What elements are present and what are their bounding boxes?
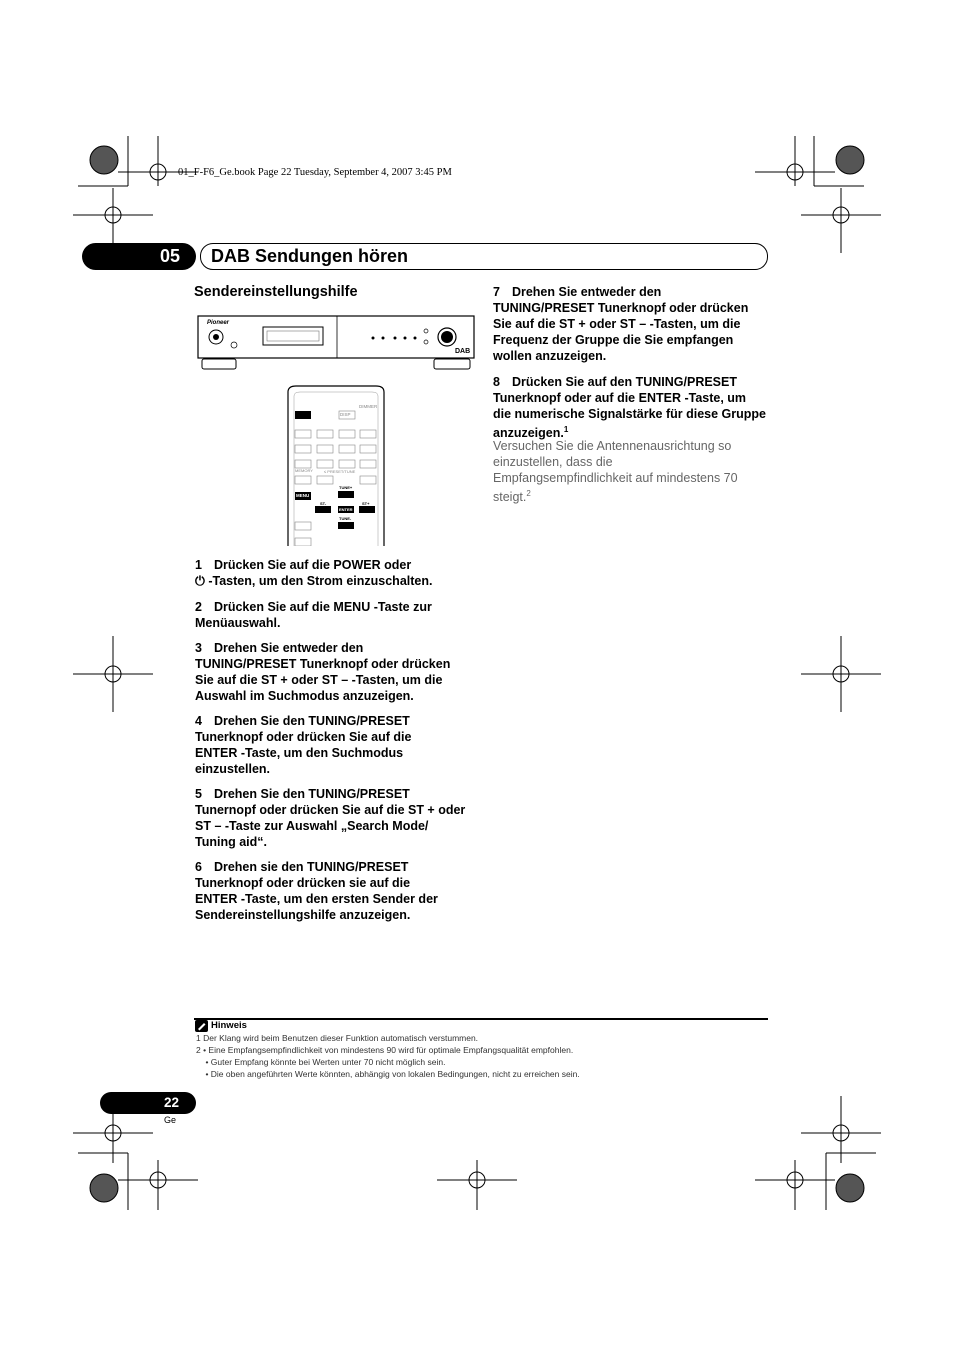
remote-disp-label: DISP [340,412,351,417]
remote-tune-up-label: TUNE+ [339,485,353,490]
chapter-number: 05 [160,246,181,266]
note-item-3: • Guter Empfang könnte bei Werten unter 70 nicht möglich sein. [196,1057,446,1067]
remote-dimmer-label: DIMMER [359,404,378,409]
step-7: 7 Drehen Sie entweder den TUNING/PRESET Tunerknopf oder drücken Sie auf die ST + oder ST – -Tasten, um die Frequenz der Gruppe die Sie empfangen wollen anzuzeigen. [493,285,749,363]
page-language: Ge [164,1115,177,1125]
note-item-4: • Die oben angeführten Werte könnten, abhängig von lokalen Bedingungen, nicht zu erreichen sein. [196,1069,580,1079]
remote-st-plus-label: ST+ [362,501,370,506]
step-8-explanation: Versuchen Sie die Antennenausrichtung so einzustellen, dass die Empfangsempfindlichkeit auf mindestens 70 steigt.$^2$ [493,439,738,505]
remote-memory-label: MEMORY [295,468,313,473]
chapter-title: DAB Sendungen hören [211,246,408,266]
step-3: 3 Drehen Sie entweder den TUNING/PRESET Tunerknopf oder drücken Sie auf die ST + oder ST – -Tasten, um die Auswahl im Suchmodus anzuzeigen. [195,641,451,703]
page-number: 22 [164,1095,180,1110]
step-5: 5 Drehen Sie den TUNING/PRESET Tunernopf oder drücken Sie auf die ST + oder ST – -Taste zur Auswahl „Search Mode/ Tuning aid“. [195,787,466,849]
remote-preset-label: ≤ PRESET/TUNE [324,469,356,474]
notes-divider [194,1018,768,1020]
section-title: Sendereinstellungshilfe [194,284,358,300]
step-2: 2 Drücken Sie auf die MENU -Taste zur Menüauswahl. [195,600,432,630]
print-slug: 01_F-F6_Ge.book Page 22 Tuesday, September 4, 2007 3:45 PM [178,167,452,178]
footnote-ref-1[interactable]: 1 [563,425,569,434]
step-1: 1 Drücken Sie auf die POWER oder ⏻ -Tasten, um den Strom einzuschalten. [195,558,433,588]
step-6: 6 Drehen sie den TUNING/PRESET Tunerknopf oder drücken sie auf die ENTER -Taste, um den ersten Sender der Sendereinstellungshilfe anzuzeigen. [195,860,438,922]
step-4: 4 Drehen Sie den TUNING/PRESET Tunerknopf oder drücken Sie auf die ENTER -Taste, um den Suchmodus einzustellen. [195,714,412,776]
dab-label: DAB [455,348,471,355]
note-icon [195,1020,208,1032]
footnote-ref-2[interactable]: 2 [526,489,531,498]
chapter-title-box [200,243,768,270]
note-item-1: 1 Der Klang wird beim Benutzen dieser Funktion automatisch verstummen. [196,1033,479,1043]
page-badge [100,1092,196,1114]
note-item-2: 2 • Eine Empfangsempfindlichkeit von mindestens 90 wird für optimale Empfangsqualität empfohlen. [196,1045,574,1055]
step-8: 8 Drücken Sie auf den TUNING/PRESET Tunerknopf oder auf die ENTER -Taste, um die numerische Signalstärke für diese Gruppe anzuzeigen.$^1$ [493,375,767,441]
tuner-front-panel-illustration [197,315,475,373]
remote-menu-label: MENU [296,493,310,498]
remote-st-minus-label: ST- [320,501,327,506]
brand-logo: Pioneer [207,320,230,326]
remote-control-illustration [282,384,390,546]
remote-enter-label: ENTER [339,507,353,512]
remote-tune-down-label: TUNE- [339,516,352,521]
notes-heading: Hinweis [211,1020,247,1031]
